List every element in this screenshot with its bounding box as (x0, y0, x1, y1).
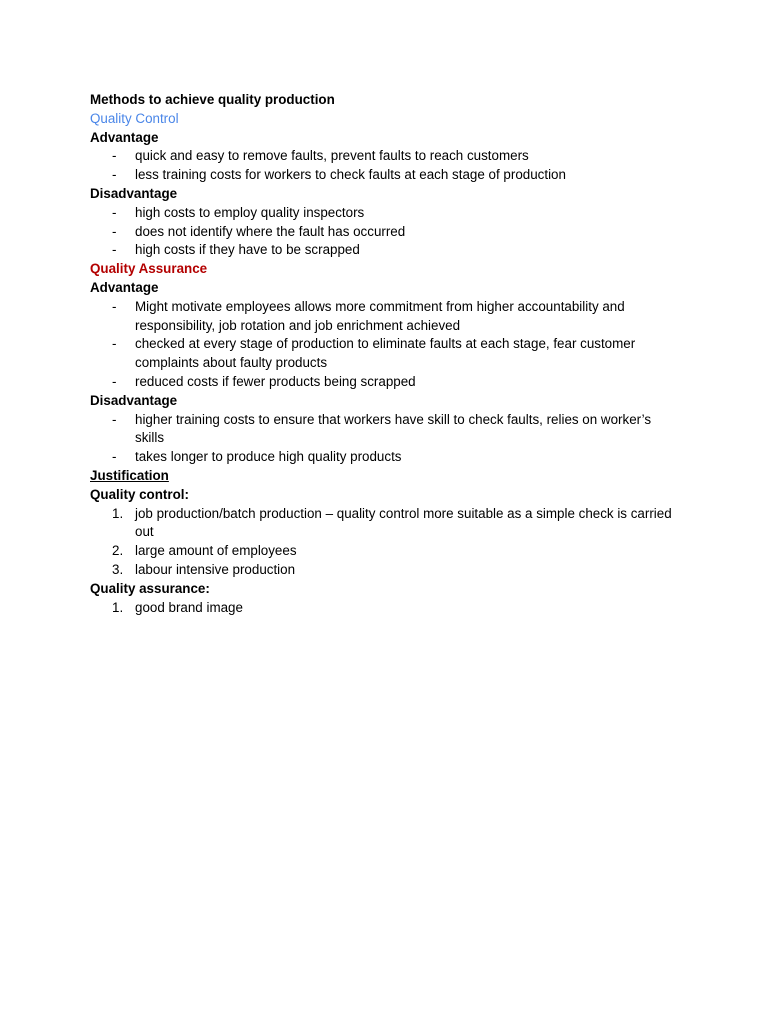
list-number: 1. (112, 505, 124, 521)
justification-qc-2: large amount of employees (135, 543, 297, 559)
bullet-marker: - (112, 336, 117, 352)
list-number: 3. (112, 561, 124, 577)
bullet-marker: - (112, 242, 117, 258)
qc-advantage-1: quick and easy to remove faults, prevent faults to reach customers (135, 148, 529, 164)
bullet-marker: - (112, 167, 117, 183)
numbered-item (90, 542, 675, 561)
qc-disadvantage-1: high costs to employ quality inspectors (135, 204, 365, 220)
list-item (90, 147, 675, 166)
bullet-marker: - (112, 148, 117, 164)
list-item (90, 241, 675, 260)
numbered-item (90, 599, 675, 618)
list-item (90, 223, 675, 242)
list-item (90, 411, 675, 449)
quality-assurance-heading: Quality Assurance (90, 261, 208, 277)
bullet-marker: - (112, 298, 117, 314)
justification-qc-3: labour intensive production (135, 561, 296, 577)
numbered-item (90, 505, 675, 543)
justification-qc-label: Quality control: (90, 486, 189, 502)
qa-disadvantage-label: Disadvantage (90, 392, 178, 408)
qa-advantage-3: reduced costs if fewer products being scrapped (135, 373, 416, 389)
list-number: 1. (112, 599, 124, 615)
numbered-item (90, 561, 675, 580)
qc-disadvantage-2: does not identify where the fault has occurred (135, 223, 406, 239)
list-number: 2. (112, 543, 124, 559)
list-item (90, 204, 675, 223)
bullet-marker: - (112, 373, 117, 389)
qa-advantage-2: checked at every stage of production to eliminate faults at each stage, fear customer complaints about faulty products (135, 336, 636, 371)
document-title: Methods to achieve quality production (90, 92, 335, 107)
qc-advantage-label: Advantage (90, 129, 159, 145)
bullet-marker: - (112, 449, 117, 465)
list-item (90, 448, 675, 467)
justification-heading: Justification (90, 467, 169, 483)
qa-advantage-label: Advantage (90, 279, 159, 295)
justification-qa-label: Quality assurance: (90, 580, 210, 596)
list-item (90, 373, 675, 392)
list-item (90, 166, 675, 185)
list-item (90, 335, 675, 373)
document-page (90, 91, 690, 617)
qa-disadvantage-1: higher training costs to ensure that workers have skill to check faults, relies on worker’s skills (135, 411, 652, 446)
qc-disadvantage-label: Disadvantage (90, 185, 178, 201)
qa-advantage-1: Might motivate employees allows more commitment from higher accountability and responsibility, job rotation and job enrichment achieved (135, 298, 625, 333)
justification-qc-1: job production/batch production – quality control more suitable as a simple check is carried out (135, 505, 672, 540)
justification-qa-1: good brand image (135, 599, 243, 615)
qa-disadvantage-2: takes longer to produce high quality products (135, 449, 402, 465)
bullet-marker: - (112, 223, 117, 239)
qc-disadvantage-3: high costs if they have to be scrapped (135, 242, 360, 258)
quality-control-heading: Quality Control (90, 110, 179, 126)
bullet-marker: - (112, 204, 117, 220)
bullet-marker: - (112, 411, 117, 427)
qc-advantage-2: less training costs for workers to check faults at each stage of production (135, 167, 566, 183)
list-item (90, 298, 675, 336)
